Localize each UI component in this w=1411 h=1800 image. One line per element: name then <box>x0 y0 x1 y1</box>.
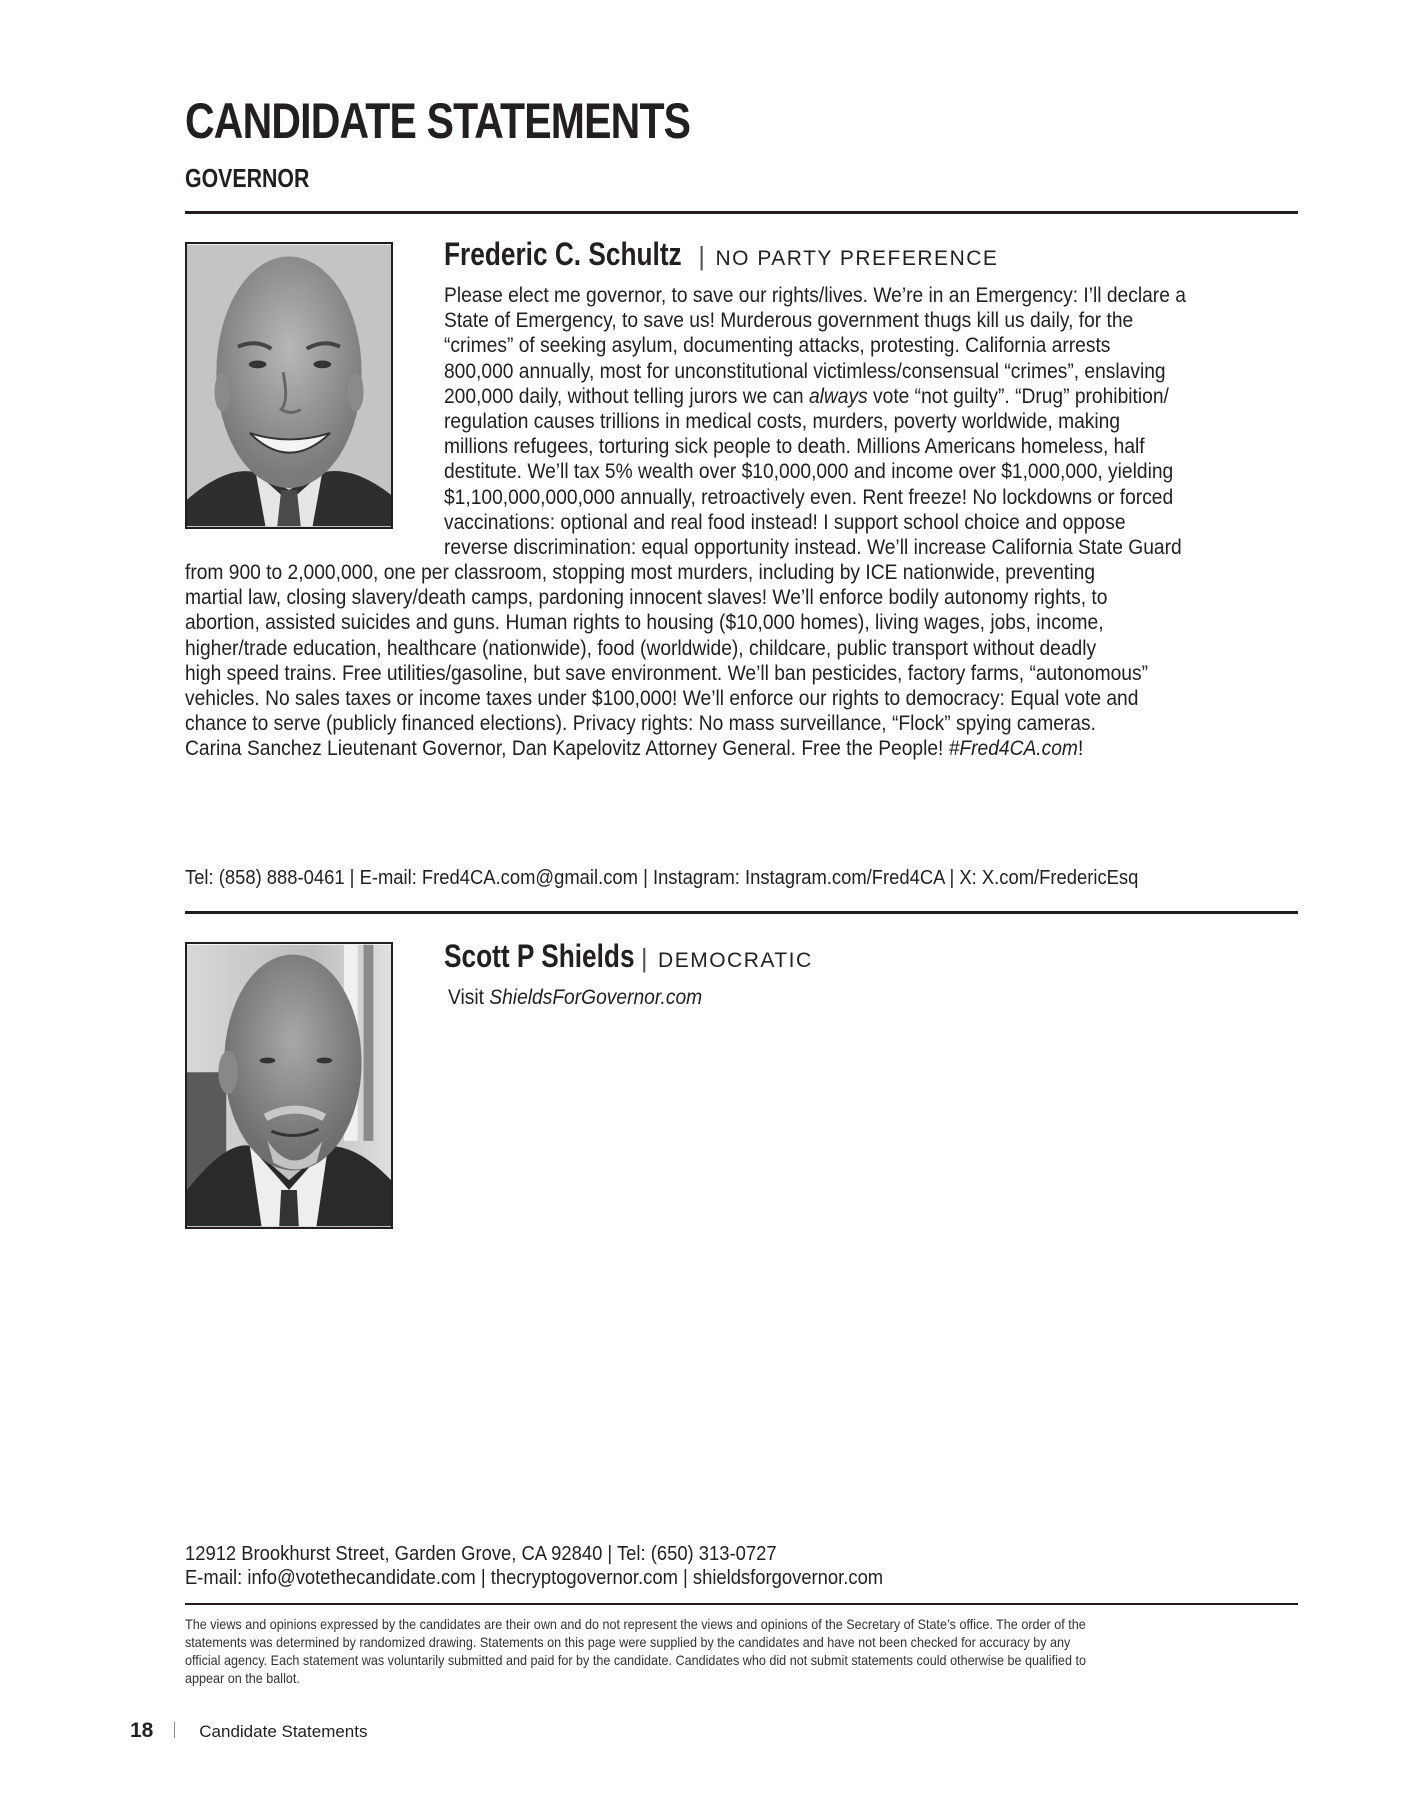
candidate-divider <box>185 911 1298 914</box>
candidate-party: DEMOCRATIC <box>658 949 813 972</box>
statement-line: “crimes” of seeking asylum, documenting attacks, protesting. California arrests <box>444 334 1111 358</box>
contact-email-line: E-mail: info@votethecandidate.com | thecryptogovernor.com | shieldsforgovernor.com <box>185 1567 884 1589</box>
candidate-party: NO PARTY PREFERENCE <box>715 247 999 270</box>
candidate-name: Scott P Shields <box>444 938 635 974</box>
candidate-portrait-photo-icon <box>187 244 391 527</box>
page-footer <box>130 1720 367 1741</box>
disclaimer-line: The views and opinions expressed by the candidates are their own and do not represent the views and opinions of the Secretary of State’s office. The order of the <box>185 1616 1086 1632</box>
statement-line: vaccinations: optional and real food instead! I support school choice and oppose <box>444 510 1126 534</box>
statement-line: from 900 to 2,000,000, one per classroom, stopping most murders, including by ICE nationwide, preventing <box>185 561 1096 584</box>
statement-line <box>185 736 1148 761</box>
candidate-statement-schultz-upper <box>444 283 1255 560</box>
statement-website: #Fred4CA.com <box>948 737 1078 761</box>
disclaimer <box>185 1615 1301 1687</box>
candidate-statement-shields <box>448 985 726 1010</box>
candidate-statement-schultz-lower <box>185 560 1237 762</box>
candidate-photo-shields <box>185 942 393 1229</box>
candidate-contact-shields <box>185 1542 883 1590</box>
disclaimer-line: appear on the ballot. <box>185 1670 300 1686</box>
header-divider <box>185 211 1298 214</box>
candidate-photo-schultz <box>185 242 393 529</box>
statement-text: 200,000 daily, without telling jurors we can <box>444 384 809 408</box>
statement-line: chance to serve (publicly financed elections). Privacy rights: No mass surveillance, “Flock” spying cameras. <box>185 712 1096 736</box>
section-label: Candidate Statements <box>199 1722 368 1741</box>
office-subtitle: GOVERNOR <box>185 163 310 193</box>
disclaimer-line: official agency. Each statement was voluntarily submitted and paid for by the candidate. Candidates who did not submit statements could otherwise be qualified to <box>185 1652 1086 1668</box>
statement-line: 800,000 annually, most for unconstitutional victimless/consensual “crimes”, enslaving <box>444 359 1166 383</box>
statement-line: higher/trade education, healthcare (nationwide), food (worldwide), childcare, public transport without deadly <box>185 636 1097 660</box>
disclaimer-divider <box>185 1603 1298 1605</box>
statement-line: $1,100,000,000,000 annually, retroactively even. Rent freeze! No lockdowns or forced <box>444 485 1174 509</box>
disclaimer-line: statements was determined by randomized drawing. Statements on this page were supplied by the candidates and have not been checked for accuracy by any <box>185 1634 1071 1650</box>
contact-address-line: 12912 Brookhurst Street, Garden Grove, CA 92840 | Tel: (650) 313-0727 <box>185 1543 777 1565</box>
statement-line: destitute. We’ll tax 5% wealth over $10,000,000 and income over $1,000,000, yielding <box>444 460 1174 484</box>
name-party-separator: | <box>640 943 648 973</box>
footer-separator <box>174 1722 175 1738</box>
statement-line: millions refugees, torturing sick people to death. Millions Americans homeless, half <box>444 435 1145 459</box>
statement-text: ! <box>1077 737 1084 761</box>
page-number: 18 <box>130 1719 154 1742</box>
statement-emphasis: always <box>808 384 868 408</box>
statement-website: ShieldsForGovernor.com <box>489 986 703 1009</box>
statement-line: Please elect me governor, to save our rights/lives. We’re in an Emergency: I’ll declare a <box>444 284 1186 307</box>
candidate-header-schultz <box>444 238 998 270</box>
statement-text: Visit <box>448 986 490 1009</box>
statement-line: high speed trains. Free utilities/gasoline, but save environment. We’ll ban pesticides, factory farms, “autonomous” <box>185 661 1149 685</box>
statement-text: vote “not guilty”. “Drug” prohibition/ <box>867 384 1169 408</box>
statement-line <box>444 384 1186 409</box>
statement-line: abortion, assisted suicides and guns. Human rights to housing ($10,000 homes), living wages, jobs, income, <box>185 611 1104 635</box>
name-party-separator: | <box>698 241 706 271</box>
candidate-name: Frederic C. Schultz <box>444 236 682 272</box>
candidate-contact-schultz: Tel: (858) 888-0461 | E-mail: Fred4CA.com@gmail.com | Instagram: Instagram.com/Fred4CA | X: X.com/FredericEsq <box>185 867 1139 889</box>
statement-line: State of Emergency, to save us! Murderous government thugs kill us daily, for the <box>444 309 1134 333</box>
page-title: CANDIDATE STATEMENTS <box>185 93 691 149</box>
statement-line: vehicles. No sales taxes or income taxes under $100,000! We’ll enforce our rights to democracy: Equal vote and <box>185 687 1139 711</box>
statement-text: Carina Sanchez Lieutenant Governor, Dan Kapelovitz Attorney General. Free the People! <box>185 737 949 761</box>
statement-line: martial law, closing slavery/death camps, pardoning innocent slaves! We’ll enforce bodily autonomy rights, to <box>185 586 1108 610</box>
statement-line <box>448 985 702 1010</box>
statement-line: regulation causes trillions in medical costs, murders, poverty worldwide, making <box>444 410 1121 434</box>
statement-line: reverse discrimination: equal opportunity instead. We’ll increase California State Guard <box>444 536 1182 560</box>
candidate-portrait-photo-icon <box>187 944 391 1227</box>
candidate-header-shields <box>444 940 813 972</box>
